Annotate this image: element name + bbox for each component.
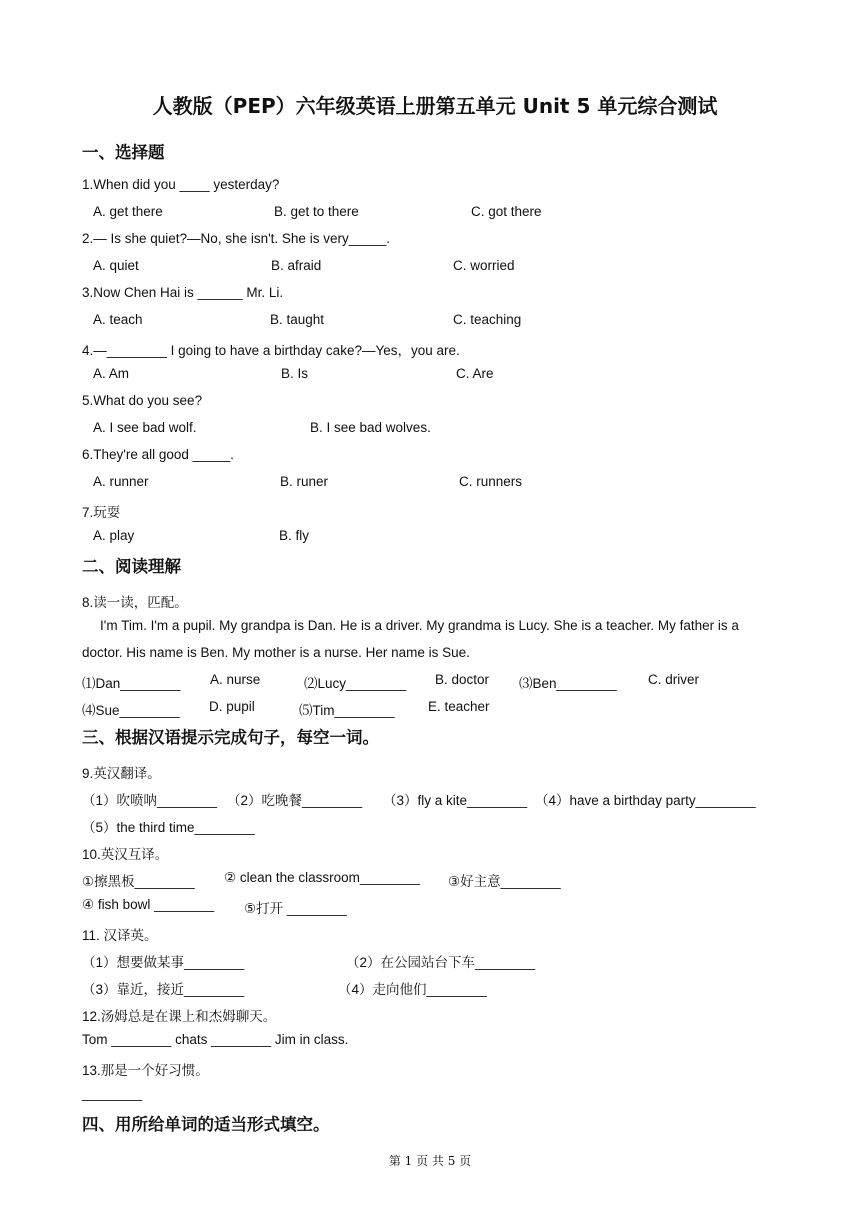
- match-item-lucy: ⑵Lucy________: [304, 676, 407, 691]
- question-8-stem: 8.读一读，匹配。: [82, 595, 188, 610]
- q9-item-3: （3）fly a kite________: [383, 793, 528, 808]
- question-7-stem: 7.玩耍: [82, 505, 121, 520]
- q11-item-3: （3）靠近，接近________: [82, 982, 245, 997]
- section-heading-fill-in: 三、根据汉语提示完成句子，每空一词。: [82, 728, 379, 747]
- section-heading-reading: 二、阅读理解: [82, 557, 181, 576]
- match-option-e: E. teacher: [428, 699, 490, 714]
- q3-option-b: B. taught: [270, 312, 325, 327]
- match-option-c: C. driver: [648, 672, 700, 687]
- q10-item-3: ③好主意________: [448, 874, 561, 889]
- match-option-b: B. doctor: [435, 672, 490, 687]
- question-3-stem: 3.Now Chen Hai is ______ Mr. Li.: [82, 285, 284, 300]
- section-heading-word-forms: 四、用所给单词的适当形式填空。: [82, 1115, 330, 1134]
- q1-option-a: A. get there: [93, 204, 163, 219]
- q1-option-b: B. get to there: [274, 204, 359, 219]
- q11-item-1: （1）想要做某事________: [82, 955, 245, 970]
- q1-option-c: C. got there: [471, 204, 542, 219]
- q6-option-c: C. runners: [459, 474, 523, 489]
- q5-option-a: A. I see bad wolf.: [93, 420, 197, 435]
- q9-item-1: （1）吹喷呐________: [82, 793, 218, 808]
- question-4-stem: 4.—________ I going to have a birthday cake?—Yes，you are.: [82, 343, 460, 358]
- section-heading-multiple-choice: 一、选择题: [82, 143, 165, 162]
- q9-item-5: （5）the third time________: [82, 820, 255, 835]
- q7-option-a: A. play: [93, 528, 135, 543]
- q10-item-2: ② clean the classroom________: [224, 870, 420, 885]
- q2-option-a: A. quiet: [93, 258, 139, 273]
- match-item-ben: ⑶Ben________: [519, 676, 617, 691]
- question-10-stem: 10.英汉互译。: [82, 847, 169, 862]
- match-item-tim: ⑸Tim________: [299, 703, 395, 718]
- question-12-stem: 12.汤姆总是在课上和杰姆聊天。: [82, 1009, 277, 1024]
- match-option-d: D. pupil: [209, 699, 255, 714]
- question-5-stem: 5.What do you see?: [82, 393, 203, 408]
- q4-option-c: C. Are: [456, 366, 494, 381]
- question-13-stem: 13.那是一个好习惯。: [82, 1063, 209, 1078]
- q10-item-1: ①擦黑板________: [82, 874, 195, 889]
- q2-option-b: B. afraid: [271, 258, 322, 273]
- question-6-stem: 6.They're all good _____.: [82, 447, 234, 462]
- q6-option-b: B. runer: [280, 474, 329, 489]
- q11-item-2: （2）在公园站台下车________: [346, 955, 536, 970]
- q4-option-a: A. Am: [93, 366, 130, 381]
- question-2-stem: 2.— Is she quiet?—No, she isn't. She is very_____.: [82, 231, 390, 246]
- question-11-stem: 11. 汉译英。: [82, 928, 158, 943]
- match-option-a: A. nurse: [210, 672, 261, 687]
- q7-option-b: B. fly: [279, 528, 310, 543]
- question-1-stem: 1.When did you ____ yesterday?: [82, 177, 280, 192]
- question-9-stem: 9.英汉翻译。: [82, 766, 161, 781]
- reading-passage-line-1: I'm Tim. I'm a pupil. My grandpa is Dan. He is a driver. My grandma is Lucy. She is a teacher. My father is a: [100, 618, 739, 633]
- q9-item-2: （2）吃晚餐________: [227, 793, 363, 808]
- reading-passage-line-2: doctor. His name is Ben. My mother is a nurse. Her name is Sue.: [82, 645, 470, 660]
- q3-option-c: C. teaching: [453, 312, 522, 327]
- page-title: 人教版（PEP）六年级英语上册第五单元 Unit 5 单元综合测试: [152, 94, 718, 118]
- q9-item-4: （4）have a birthday party________: [535, 793, 756, 808]
- q2-option-c: C. worried: [453, 258, 515, 273]
- page-footer: 第 1 页 共 5 页: [388, 1154, 472, 1168]
- q12-answer-line: Tom ________ chats ________ Jim in class.: [82, 1032, 349, 1047]
- q10-item-4: ④ fish bowl ________: [82, 897, 215, 912]
- q5-option-b: B. I see bad wolves.: [310, 420, 431, 435]
- q10-item-5: ⑤打开 ________: [244, 901, 347, 916]
- match-item-dan: ⑴Dan________: [82, 676, 181, 691]
- q3-option-a: A. teach: [93, 312, 143, 327]
- q11-item-4: （4）走向他们________: [338, 982, 487, 997]
- q13-answer-line: ________: [82, 1086, 143, 1101]
- match-item-sue: ⑷Sue________: [82, 703, 180, 718]
- q6-option-a: A. runner: [93, 474, 149, 489]
- q4-option-b: B. Is: [281, 366, 309, 381]
